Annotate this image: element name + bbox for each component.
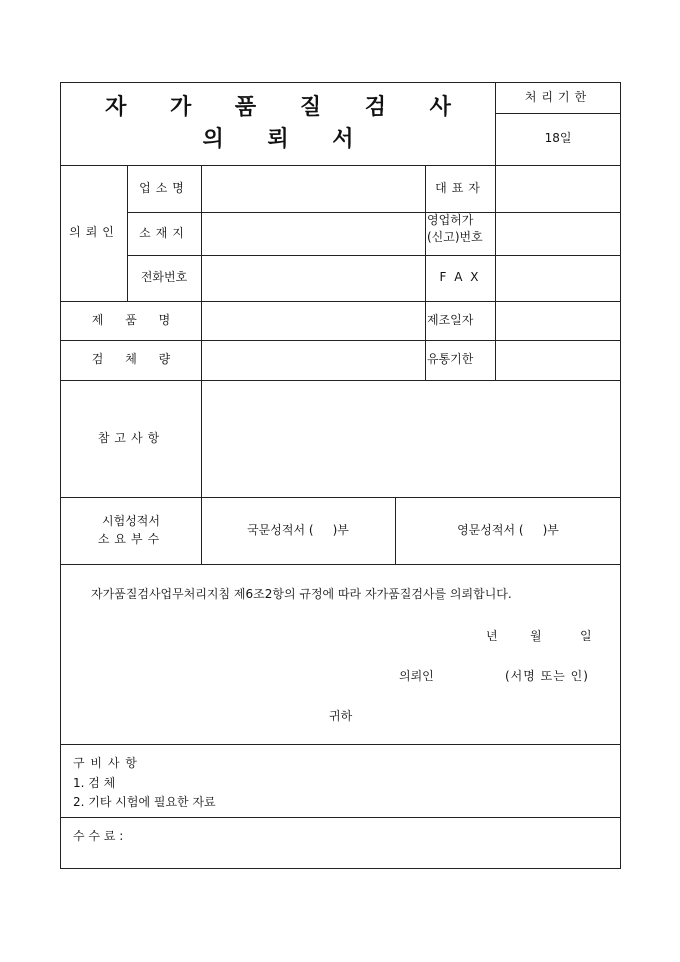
representative-label: 대표자 bbox=[435, 180, 485, 195]
remarks-label: 참고사항 bbox=[97, 430, 165, 445]
attachment-item: 2. 기타 시험에 필요한 자료 bbox=[73, 795, 216, 809]
address-label: 소재지 bbox=[139, 225, 189, 240]
address-field[interactable] bbox=[201, 212, 425, 255]
declaration-requester: 의뢰인 bbox=[399, 669, 434, 683]
report-copies-label-line1: 시험성적서 bbox=[102, 514, 160, 529]
fax-label: F A X bbox=[439, 270, 481, 285]
remarks-field[interactable] bbox=[201, 380, 621, 497]
product-name-field[interactable] bbox=[201, 301, 425, 340]
manufacture-date-field[interactable] bbox=[495, 301, 621, 340]
date-day: 일 bbox=[580, 629, 592, 643]
declaration-statement: 자가품질검사업무처리지침 제6조2항의 규정에 따라 자가품질검사를 의뢰합니다. bbox=[91, 587, 512, 601]
requester-label: 의뢰인 bbox=[69, 225, 119, 240]
sample-amount-label: 검 체 량 bbox=[91, 352, 171, 367]
form-title: 자 가 품 질 검 사 의 뢰 서 bbox=[105, 94, 469, 152]
date-year: 년 bbox=[486, 629, 498, 643]
phone-field[interactable] bbox=[201, 255, 425, 301]
license-label-line2: (신고)번호 bbox=[427, 230, 483, 245]
inspection-request-form bbox=[60, 82, 621, 869]
addressee: 귀하 bbox=[329, 709, 353, 723]
divider bbox=[61, 564, 621, 565]
license-label-line1: 영업허가 bbox=[427, 213, 474, 227]
divider bbox=[61, 744, 621, 745]
representative-field[interactable] bbox=[495, 165, 621, 212]
fax-field[interactable] bbox=[495, 255, 621, 301]
korean-report-copies[interactable]: 국문성적서 ( )부 bbox=[247, 522, 349, 537]
attachments-heading: 구 비 사 항 bbox=[73, 756, 138, 770]
divider bbox=[61, 817, 621, 818]
deadline-label: 처리기한 bbox=[524, 90, 592, 105]
report-copies-label-line2: 소요부수 bbox=[97, 531, 165, 546]
product-name-label: 제 품 명 bbox=[91, 312, 171, 327]
sample-amount-field[interactable] bbox=[201, 340, 425, 380]
license-number-field[interactable] bbox=[495, 212, 621, 255]
report-copies-label bbox=[61, 497, 201, 564]
manufacture-date-label: 제조일자 bbox=[427, 312, 474, 327]
attachment-item: 1. 검 체 bbox=[73, 776, 116, 790]
phone-label: 전화번호 bbox=[140, 270, 188, 285]
date-month: 월 bbox=[530, 629, 542, 643]
deadline-value: 18일 bbox=[544, 131, 572, 146]
business-name-label: 업소명 bbox=[139, 180, 189, 195]
english-report-copies[interactable]: 영문성적서 ( )부 bbox=[457, 522, 559, 537]
license-label bbox=[425, 212, 495, 255]
expiry-field[interactable] bbox=[495, 340, 621, 380]
business-name-field[interactable] bbox=[201, 165, 425, 212]
expiry-label: 유통기한 bbox=[427, 352, 474, 367]
signature-label: (서명 또는 인) bbox=[505, 669, 589, 683]
fee-label: 수 수 료 : bbox=[73, 829, 124, 843]
